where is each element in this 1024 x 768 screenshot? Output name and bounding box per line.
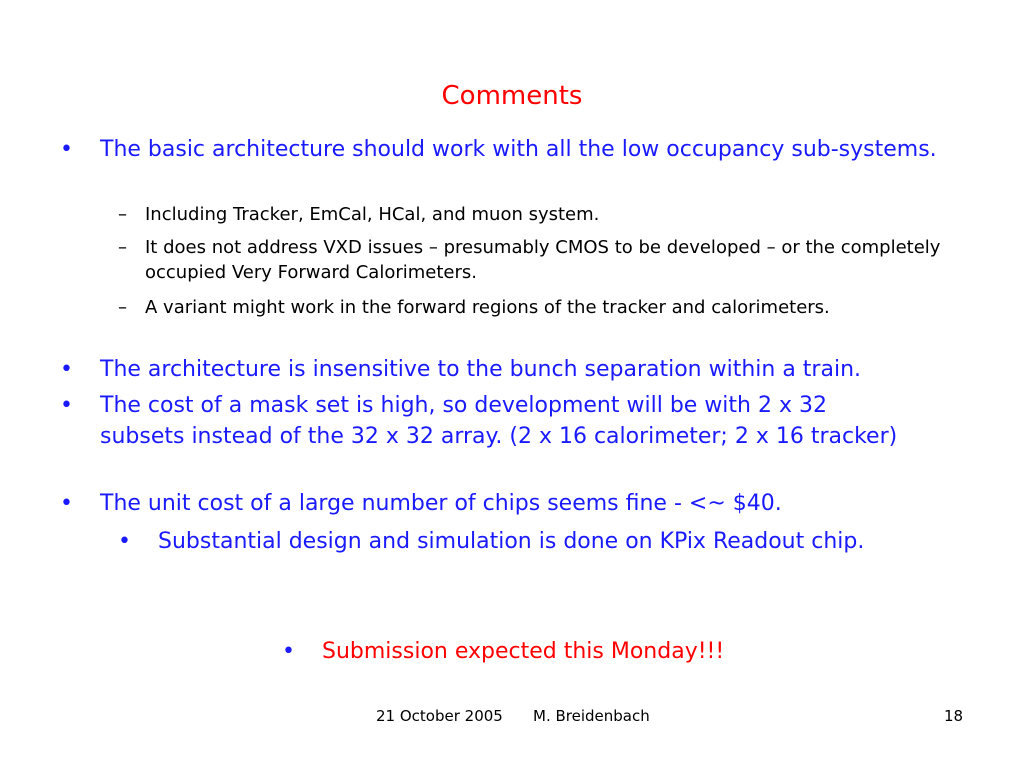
bullet-marker: •: [282, 639, 295, 664]
footer-date: 21 October 2005: [376, 707, 503, 725]
sub-bullet-item: [118, 295, 878, 320]
bullet-text: The architecture is insensitive to the bunch separation within a train.: [100, 357, 862, 382]
highlight-bullet-text: Submission expected this Monday!!!: [322, 639, 725, 664]
sub-bullet-text: Including Tracker, EmCal, HCal, and muon system.: [145, 204, 600, 225]
bullet-text: The unit cost of a large number of chips seems fine - <~ $40.: [100, 491, 782, 516]
bullet-marker: •: [60, 137, 73, 162]
bullet-marker: •: [60, 393, 73, 418]
footer-author: M. Breidenbach: [533, 707, 650, 725]
bullet-item: [60, 354, 960, 385]
bullet-text: The cost of a mask set is high, so development will be with 2 x 32 subsets instead of the 32 x 32 array. (2 x 16 calorimeter; 2 x 16 tracker): [100, 393, 898, 449]
sub-bullet-text: A variant might work in the forward regions of the tracker and calorimeters.: [145, 297, 830, 318]
sub-bullet-text: It does not address VXD issues – presumably CMOS to be developed – or the completely occupied Very Forward Calorimeters.: [145, 237, 941, 283]
bullet-item: [60, 134, 940, 165]
sub-bullet-item: [118, 202, 978, 227]
bullet-item: [118, 526, 978, 557]
bullet-marker: •: [60, 357, 73, 382]
bullet-item: [60, 390, 910, 452]
dash-marker: –: [118, 297, 127, 318]
bullet-item: [60, 488, 940, 519]
bullet-text: The basic architecture should work with all the low occupancy sub-systems.: [100, 137, 937, 162]
bullet-marker: •: [60, 491, 73, 516]
sub-bullet-item: [118, 235, 978, 285]
footer-page-number: 18: [944, 707, 964, 725]
highlight-bullet-item: [282, 636, 882, 667]
dash-marker: –: [118, 237, 127, 258]
bullet-text: Substantial design and simulation is done on KPix Readout chip.: [158, 529, 865, 554]
slide-title: Comments: [441, 81, 583, 111]
bullet-marker: •: [118, 529, 131, 554]
dash-marker: –: [118, 204, 127, 225]
